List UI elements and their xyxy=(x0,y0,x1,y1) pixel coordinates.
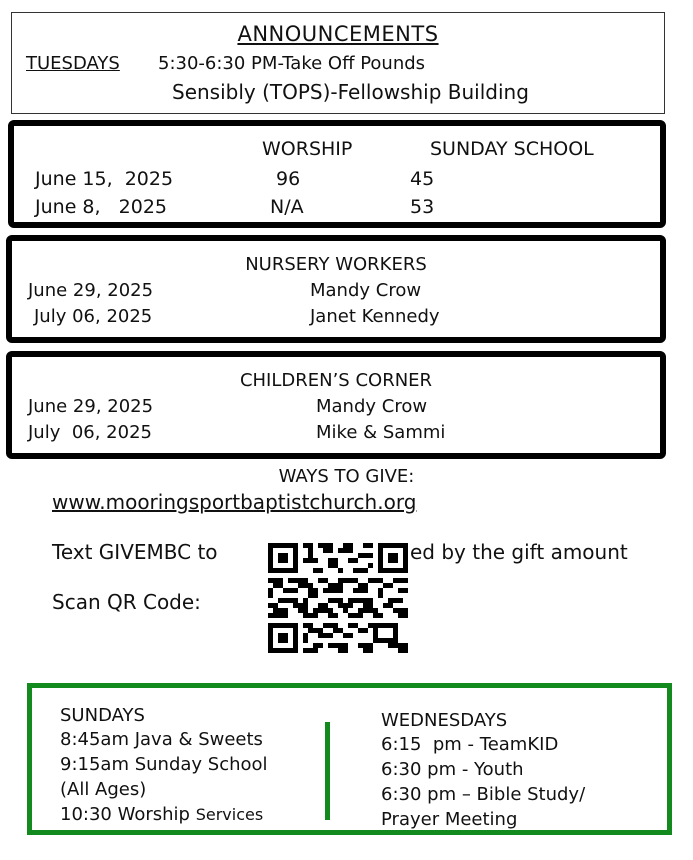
sunday-school-header: SUNDAY SCHOOL xyxy=(430,138,594,160)
worship-count: 96 xyxy=(276,168,301,190)
attendance-box xyxy=(8,120,666,228)
nursery-title: NURSERY WORKERS xyxy=(245,254,427,275)
nursery-date: July 06, 2025 xyxy=(34,306,153,327)
attendance-date: June 15, 2025 xyxy=(35,168,174,190)
sunday-school-count: 53 xyxy=(410,196,435,218)
wednesdays-title: WEDNESDAYS xyxy=(381,710,508,731)
childrens-date: June 29, 2025 xyxy=(28,396,154,417)
childrens-date: July 06, 2025 xyxy=(28,422,152,443)
attendance-date: June 8, 2025 xyxy=(35,196,168,218)
childrens-corner-title: CHILDREN’S CORNER xyxy=(239,370,433,391)
wednesday-item: Prayer Meeting xyxy=(381,809,518,830)
childrens-leader: Mandy Crow xyxy=(316,396,428,417)
announcements-day: TUESDAYS xyxy=(26,53,120,74)
nursery-box xyxy=(6,235,666,343)
sunday-school-count: 45 xyxy=(410,168,435,190)
qr-code-icon[interactable] xyxy=(268,543,408,653)
sunday-item: 9:15am Sunday School xyxy=(60,754,268,775)
text-give-prefix: Text GIVEMBC to xyxy=(52,540,218,564)
nursery-date: June 29, 2025 xyxy=(28,280,154,301)
sunday-item xyxy=(60,804,263,825)
services-word: Services xyxy=(195,805,264,824)
ways-to-give-title: WAYS TO GIVE: xyxy=(278,466,415,487)
worship-header: WORSHIP xyxy=(262,138,353,160)
sunday-item: 8:45am Java & Sweets xyxy=(60,729,263,750)
wednesday-item: 6:30 pm - Youth xyxy=(381,759,524,780)
childrens-leader: Mike & Sammi xyxy=(316,422,446,443)
announcements-line1: 5:30-6:30 PM-Take Off Pounds xyxy=(158,53,426,74)
nursery-worker: Janet Kennedy xyxy=(310,306,440,327)
text-give-suffix: ed by the gift amount xyxy=(410,540,628,564)
sundays-title: SUNDAYS xyxy=(60,705,145,726)
nursery-worker: Mandy Crow xyxy=(310,280,422,301)
wednesday-item: 6:30 pm – Bible Study/ xyxy=(381,784,586,805)
announcements-box xyxy=(11,12,665,114)
worship-time: 10:30 Worship xyxy=(60,804,190,825)
scan-qr-label: Scan QR Code: xyxy=(52,590,201,614)
schedule-divider xyxy=(325,722,330,820)
website-link[interactable]: www.mooringsportbaptistchurch.org xyxy=(52,490,417,514)
wednesday-item: 6:15 pm - TeamKID xyxy=(381,734,559,755)
announcements-title: ANNOUNCEMENTS xyxy=(237,22,439,46)
sunday-item: (All Ages) xyxy=(60,779,147,800)
announcements-line2: Sensibly (TOPS)-Fellowship Building xyxy=(172,80,529,104)
weekly-schedule-box xyxy=(27,683,672,835)
childrens-corner-box xyxy=(6,351,666,459)
worship-count: N/A xyxy=(270,196,304,218)
